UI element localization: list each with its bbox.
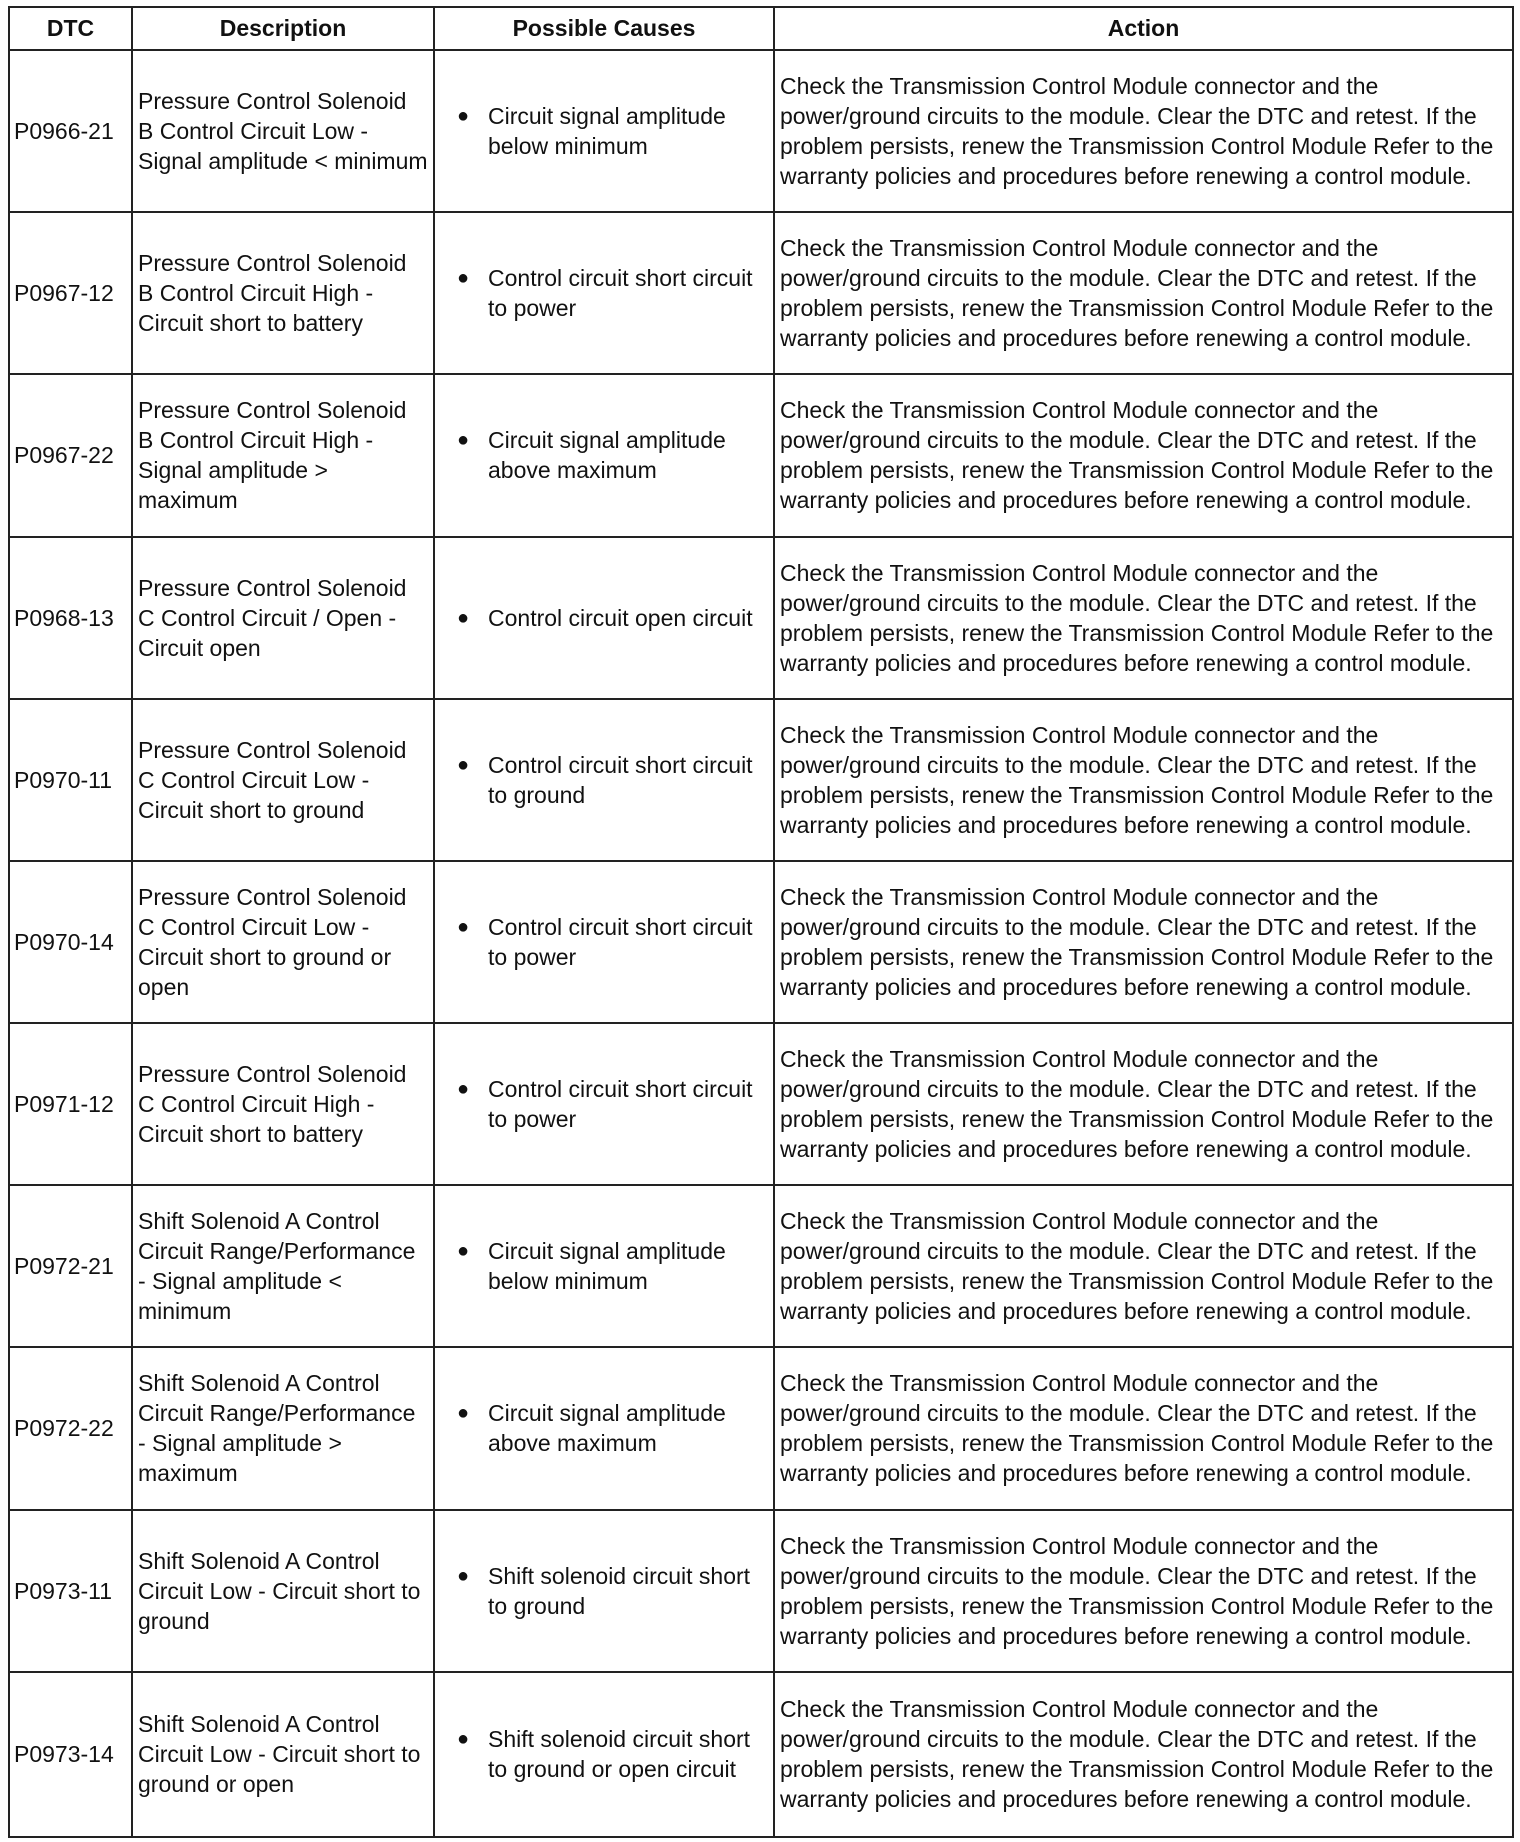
action-text: Check the Transmission Control Module connector and the power/ground circuits to the module. Clear the DTC and retest. If the problem persists, renew the Transmission Control Module Refer to the warranty policies and procedures before renewing a control module.: [780, 1532, 1494, 1649]
dtc-action: [774, 1185, 1513, 1347]
action-text: Check the Transmission Control Module connector and the power/ground circuits to the module. Clear the DTC and retest. If the problem persists, renew the Transmission Control Module Refer to the warranty policies and procedures before renewing a control module.: [780, 1046, 1494, 1163]
dtc-action: [774, 212, 1513, 374]
dtc-code: P0970-14: [9, 861, 132, 1023]
dtc-table: [8, 6, 1514, 1838]
bullet-icon: ●: [457, 1078, 470, 1101]
table-row: [9, 1023, 1513, 1185]
table-row: [9, 861, 1513, 1023]
action-text: Check the Transmission Control Module connector and the power/ground circuits to the module. Clear the DTC and retest. If the problem persists, renew the Transmission Control Module Refer to the warranty policies and procedures before renewing a control module.: [780, 397, 1494, 514]
dtc-description: Pressure Control Solenoid C Control Circuit Low - Circuit short to ground or open: [132, 861, 434, 1023]
table-row: [9, 699, 1513, 861]
action-text: Check the Transmission Control Module connector and the power/ground circuits to the module. Clear the DTC and retest. If the problem persists, renew the Transmission Control Module Refer to the warranty policies and procedures before renewing a control module.: [780, 1208, 1494, 1325]
table-row: [9, 1185, 1513, 1347]
dtc-description: Shift Solenoid A Control Circuit Range/Performance - Signal amplitude > maximum: [132, 1347, 434, 1509]
header-dtc: DTC: [9, 7, 132, 50]
bullet-icon: ●: [457, 606, 470, 629]
dtc-code: P0973-11: [9, 1510, 132, 1672]
dtc-code: P0967-12: [9, 212, 132, 374]
table-row: [9, 212, 1513, 374]
bullet-icon: ●: [457, 1240, 470, 1263]
table-header-row: [9, 7, 1513, 50]
table-row: [9, 50, 1513, 212]
dtc-code: P0970-11: [9, 699, 132, 861]
dtc-code: P0972-22: [9, 1347, 132, 1509]
dtc-code: P0966-21: [9, 50, 132, 212]
possible-cause: [434, 537, 774, 699]
bullet-icon: ●: [457, 267, 470, 290]
dtc-code: P0967-22: [9, 374, 132, 536]
dtc-code: P0973-14: [9, 1672, 132, 1837]
dtc-action: [774, 1023, 1513, 1185]
table-row: [9, 1672, 1513, 1837]
action-text: Check the Transmission Control Module connector and the power/ground circuits to the module. Clear the DTC and retest. If the problem persists, renew the Transmission Control Module Refer to the warranty policies and procedures before renewing a control module.: [780, 1696, 1494, 1813]
bullet-icon: ●: [457, 753, 470, 776]
possible-cause: [434, 212, 774, 374]
action-text: Check the Transmission Control Module connector and the power/ground circuits to the module. Clear the DTC and retest. If the problem persists, renew the Transmission Control Module Refer to the warranty policies and procedures before renewing a control module.: [780, 721, 1494, 838]
cause-text: Circuit signal amplitude above maximum: [488, 1400, 726, 1457]
bullet-icon: ●: [457, 1728, 470, 1751]
dtc-description: Pressure Control Solenoid C Control Circuit High - Circuit short to battery: [132, 1023, 434, 1185]
bullet-icon: ●: [457, 915, 470, 938]
dtc-action: [774, 50, 1513, 212]
cause-text: Circuit signal amplitude below minimum: [488, 103, 726, 160]
cause-text: Control circuit short circuit to power: [488, 913, 753, 970]
dtc-description: Shift Solenoid A Control Circuit Low - Circuit short to ground or open: [132, 1672, 434, 1837]
action-text: Check the Transmission Control Module connector and the power/ground circuits to the module. Clear the DTC and retest. If the problem persists, renew the Transmission Control Module Refer to the warranty policies and procedures before renewing a control module.: [780, 1370, 1494, 1487]
dtc-action: [774, 374, 1513, 536]
bullet-icon: ●: [457, 1564, 470, 1587]
bullet-icon: ●: [457, 1402, 470, 1425]
action-text: Check the Transmission Control Module connector and the power/ground circuits to the module. Clear the DTC and retest. If the problem persists, renew the Transmission Control Module Refer to the warranty policies and procedures before renewing a control module.: [780, 73, 1494, 190]
dtc-code: P0971-12: [9, 1023, 132, 1185]
possible-cause: [434, 1023, 774, 1185]
possible-cause: [434, 1185, 774, 1347]
possible-cause: [434, 1510, 774, 1672]
cause-text: Shift solenoid circuit short to ground: [488, 1562, 751, 1619]
dtc-description: Pressure Control Solenoid C Control Circuit Low - Circuit short to ground: [132, 699, 434, 861]
dtc-description: Pressure Control Solenoid B Control Circuit High - Signal amplitude > maximum: [132, 374, 434, 536]
possible-cause: [434, 1347, 774, 1509]
dtc-action: [774, 861, 1513, 1023]
possible-cause: [434, 1672, 774, 1837]
cause-text: Circuit signal amplitude below minimum: [488, 1238, 726, 1295]
dtc-action: [774, 1672, 1513, 1837]
table-row: [9, 1510, 1513, 1672]
dtc-description: Shift Solenoid A Control Circuit Low - Circuit short to ground: [132, 1510, 434, 1672]
cause-text: Control circuit short circuit to power: [488, 1076, 753, 1133]
header-description: Description: [132, 7, 434, 50]
table-row: [9, 537, 1513, 699]
possible-cause: [434, 50, 774, 212]
header-action: Action: [774, 7, 1513, 50]
action-text: Check the Transmission Control Module connector and the power/ground circuits to the module. Clear the DTC and retest. If the problem persists, renew the Transmission Control Module Refer to the warranty policies and procedures before renewing a control module.: [780, 235, 1494, 352]
dtc-description: Pressure Control Solenoid B Control Circuit High - Circuit short to battery: [132, 212, 434, 374]
table-row: [9, 374, 1513, 536]
dtc-action: [774, 699, 1513, 861]
cause-text: Circuit signal amplitude above maximum: [488, 427, 726, 484]
action-text: Check the Transmission Control Module connector and the power/ground circuits to the module. Clear the DTC and retest. If the problem persists, renew the Transmission Control Module Refer to the warranty policies and procedures before renewing a control module.: [780, 559, 1494, 676]
cause-text: Control circuit short circuit to ground: [488, 751, 753, 808]
table-row: [9, 1347, 1513, 1509]
dtc-code: P0972-21: [9, 1185, 132, 1347]
dtc-action: [774, 1510, 1513, 1672]
cause-text: Shift solenoid circuit short to ground or open circuit: [488, 1726, 751, 1783]
dtc-action: [774, 537, 1513, 699]
header-possible-causes: Possible Causes: [434, 7, 774, 50]
action-text: Check the Transmission Control Module connector and the power/ground circuits to the module. Clear the DTC and retest. If the problem persists, renew the Transmission Control Module Refer to the warranty policies and procedures before renewing a control module.: [780, 883, 1494, 1000]
bullet-icon: ●: [457, 429, 470, 452]
dtc-action: [774, 1347, 1513, 1509]
bullet-icon: ●: [457, 105, 470, 128]
possible-cause: [434, 861, 774, 1023]
possible-cause: [434, 374, 774, 536]
dtc-description: Shift Solenoid A Control Circuit Range/Performance - Signal amplitude < minimum: [132, 1185, 434, 1347]
cause-text: Control circuit open circuit: [488, 604, 753, 631]
possible-cause: [434, 699, 774, 861]
dtc-description: Pressure Control Solenoid C Control Circuit / Open - Circuit open: [132, 537, 434, 699]
dtc-description: Pressure Control Solenoid B Control Circuit Low - Signal amplitude < minimum: [132, 50, 434, 212]
cause-text: Control circuit short circuit to power: [488, 265, 753, 322]
dtc-code: P0968-13: [9, 537, 132, 699]
